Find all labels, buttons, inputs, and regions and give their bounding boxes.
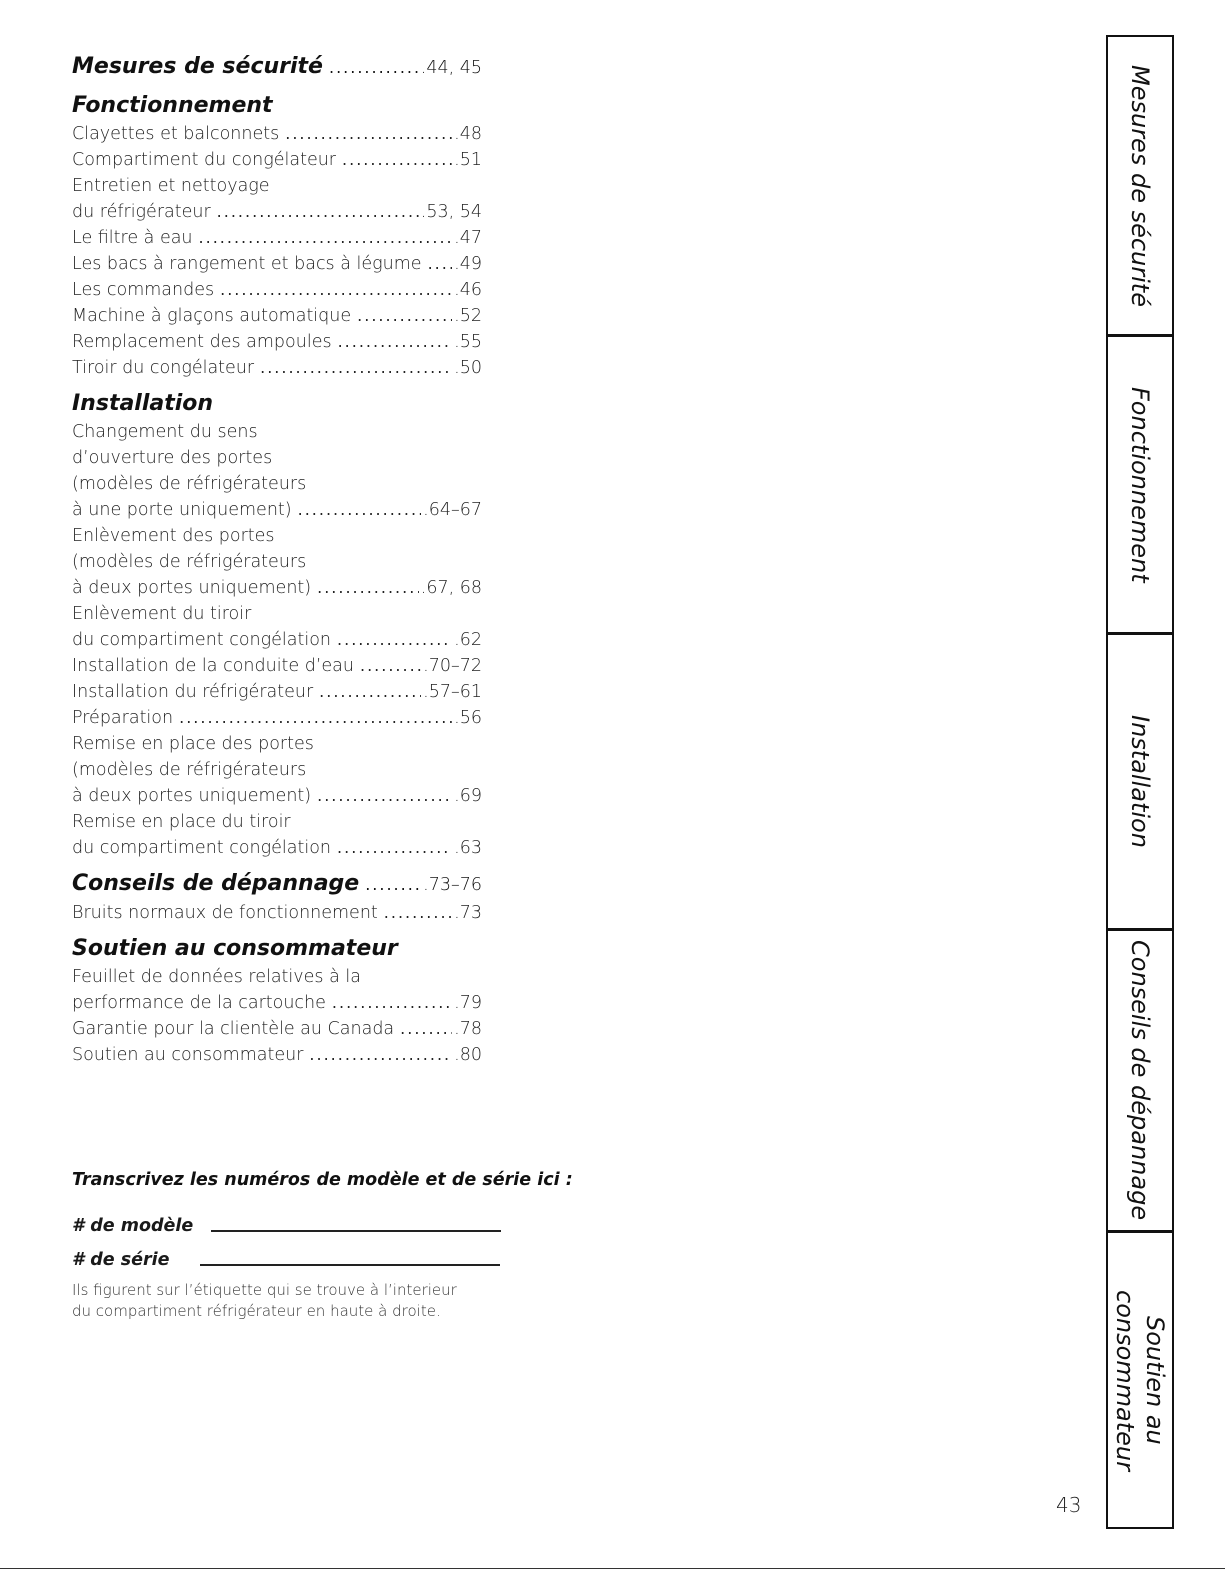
toc-entry-label: Enlèvement des portes bbox=[72, 526, 275, 546]
page-ref: .78 bbox=[454, 1019, 482, 1039]
section-heading[interactable] bbox=[72, 52, 482, 83]
page-ref: .70–72 bbox=[423, 656, 482, 676]
page-ref: .57–61 bbox=[423, 682, 482, 702]
page-ref: .64–67 bbox=[423, 500, 482, 520]
page-ref: .69 bbox=[454, 786, 482, 806]
toc-entry bbox=[72, 757, 482, 783]
dot-leader bbox=[317, 783, 452, 809]
toc-entry[interactable] bbox=[72, 251, 482, 277]
section-tabs bbox=[1106, 35, 1174, 1529]
serial-number-field[interactable] bbox=[72, 1236, 552, 1270]
toc-entry[interactable] bbox=[72, 900, 482, 926]
toc-entry-label: Les commandes bbox=[72, 280, 215, 300]
tab-label: Installation bbox=[1126, 715, 1154, 848]
toc-entry[interactable] bbox=[72, 835, 482, 861]
table-of-contents bbox=[72, 52, 482, 1076]
toc-entry-label: Clayettes et balconnets bbox=[72, 124, 280, 144]
tab-safety[interactable] bbox=[1108, 37, 1172, 337]
tab-label bbox=[1110, 1290, 1170, 1471]
page-ref: .46 bbox=[454, 280, 482, 300]
dot-leader bbox=[342, 147, 452, 173]
page-ref: .49 bbox=[454, 254, 482, 274]
heading-text: Installation bbox=[72, 391, 214, 416]
toc-entry-label: Soutien au consommateur bbox=[72, 1045, 304, 1065]
page-ref: .62 bbox=[454, 630, 482, 650]
toc-entry-label: à deux portes uniquement) bbox=[72, 786, 312, 806]
toc-entry bbox=[72, 601, 482, 627]
toc-entry[interactable] bbox=[72, 653, 482, 679]
toc-entry-label: à une porte uniquement) bbox=[72, 500, 292, 520]
tab-label: Mesures de sécurité bbox=[1126, 64, 1154, 307]
toc-entry-label: Enlèvement du tiroir bbox=[72, 604, 252, 624]
page-ref: .80 bbox=[454, 1045, 482, 1065]
dot-leader bbox=[337, 835, 452, 861]
section-troubleshooting bbox=[72, 869, 482, 926]
toc-entry-label: (modèles de réfrigérateurs bbox=[72, 760, 307, 780]
note-line: Ils figurent sur l’étiquette qui se trouve à l’interieur bbox=[72, 1281, 457, 1299]
tab-troubleshooting[interactable] bbox=[1108, 931, 1172, 1233]
note-line: du compartiment réfrigérateur en haute à droite. bbox=[72, 1302, 441, 1320]
dot-leader bbox=[285, 121, 452, 147]
page-ref: .53, 54 bbox=[420, 202, 482, 222]
toc-entry-label: Compartiment du congélateur bbox=[72, 150, 337, 170]
toc-entry-label: Garantie pour la clientèle au Canada bbox=[72, 1019, 395, 1039]
dot-leader bbox=[319, 679, 421, 705]
section-heading bbox=[72, 91, 482, 121]
page-ref: .73 bbox=[454, 903, 482, 923]
section-operating bbox=[72, 91, 482, 381]
model-number-blank[interactable] bbox=[211, 1230, 501, 1232]
toc-entry[interactable] bbox=[72, 1016, 482, 1042]
tab-installation[interactable] bbox=[1108, 635, 1172, 931]
page-ref: .44, 45 bbox=[420, 58, 482, 78]
heading-text: Conseils de dépannage bbox=[72, 871, 360, 896]
page-number: 43 bbox=[1056, 1493, 1082, 1517]
toc-entry[interactable] bbox=[72, 147, 482, 173]
page-ref: .73–76 bbox=[423, 875, 482, 895]
toc-entry-label: Remplacement des ampoules bbox=[72, 332, 332, 352]
record-prompt: Transcrivez les numéros de modèle et de série ici : bbox=[72, 1170, 573, 1190]
dot-leader bbox=[332, 990, 452, 1016]
toc-entry-label: du compartiment congélation bbox=[72, 838, 332, 858]
dot-leader bbox=[428, 251, 453, 277]
page-ref: .51 bbox=[454, 150, 482, 170]
toc-entry bbox=[72, 964, 482, 990]
dot-leader bbox=[400, 1016, 452, 1042]
page-ref: .67, 68 bbox=[420, 578, 482, 598]
toc-entry-label: Remise en place du tiroir bbox=[72, 812, 291, 832]
toc-entry[interactable] bbox=[72, 355, 482, 381]
dot-leader bbox=[338, 329, 453, 355]
toc-entry-label: Feuillet de données relatives à la bbox=[72, 967, 361, 987]
serial-number-label: # de série bbox=[72, 1250, 170, 1270]
toc-entry-label: du réfrigérateur bbox=[72, 202, 211, 222]
page-ref: .50 bbox=[454, 358, 482, 378]
toc-entry[interactable] bbox=[72, 705, 482, 731]
toc-entry[interactable] bbox=[72, 199, 482, 225]
section-safety bbox=[72, 52, 482, 83]
toc-entry[interactable] bbox=[72, 225, 482, 251]
toc-entry bbox=[72, 549, 482, 575]
section-heading[interactable] bbox=[72, 869, 482, 900]
dot-leader bbox=[365, 870, 421, 900]
tab-label: Fonctionnement bbox=[1126, 386, 1154, 583]
dot-leader bbox=[384, 900, 452, 926]
dot-leader bbox=[357, 303, 452, 329]
toc-entry bbox=[72, 523, 482, 549]
section-installation bbox=[72, 389, 482, 861]
serial-number-blank[interactable] bbox=[200, 1264, 500, 1266]
toc-entry-label: Les bacs à rangement et bacs à légume bbox=[72, 254, 422, 274]
toc-entry-label: d’ouverture des portes bbox=[72, 448, 273, 468]
section-heading bbox=[72, 934, 482, 964]
section-consumer bbox=[72, 934, 482, 1068]
toc-entry-label: Tiroir du congélateur bbox=[72, 358, 255, 378]
toc-entry-label: (modèles de réfrigérateurs bbox=[72, 552, 307, 572]
dot-leader bbox=[179, 705, 452, 731]
toc-entry-label: Entretien et nettoyage bbox=[72, 176, 270, 196]
toc-entry bbox=[72, 173, 482, 199]
toc-entry[interactable] bbox=[72, 329, 482, 355]
tab-consumer[interactable] bbox=[1108, 1233, 1172, 1527]
model-serial-record bbox=[72, 1170, 573, 1322]
toc-entry[interactable] bbox=[72, 679, 482, 705]
toc-entry[interactable] bbox=[72, 575, 482, 601]
toc-entry-label: Machine à glaçons automatique bbox=[72, 306, 352, 326]
tab-operating[interactable] bbox=[1108, 337, 1172, 635]
tab-label: Conseils de dépannage bbox=[1126, 940, 1154, 1221]
toc-entry bbox=[72, 445, 482, 471]
heading-text: Fonctionnement bbox=[72, 93, 273, 118]
toc-entry-label: Préparation bbox=[72, 708, 174, 728]
record-note bbox=[72, 1280, 552, 1322]
toc-entry bbox=[72, 809, 482, 835]
dot-leader bbox=[309, 1042, 452, 1068]
tab-label-line: Soutien au bbox=[1141, 1315, 1169, 1445]
heading-text: Soutien au consommateur bbox=[72, 936, 398, 961]
toc-entry[interactable] bbox=[72, 783, 482, 809]
dot-leader bbox=[298, 497, 422, 523]
heading-text: Mesures de sécurité bbox=[72, 54, 323, 79]
page-ref: .48 bbox=[454, 124, 482, 144]
dot-leader bbox=[217, 199, 419, 225]
toc-entry[interactable] bbox=[72, 990, 482, 1016]
dot-leader bbox=[260, 355, 452, 381]
dot-leader bbox=[317, 575, 419, 601]
toc-entry[interactable] bbox=[72, 277, 482, 303]
page-ref: .63 bbox=[454, 838, 482, 858]
toc-entry-label: Remise en place des portes bbox=[72, 734, 314, 754]
page-ref: .47 bbox=[454, 228, 482, 248]
page-ref: .55 bbox=[454, 332, 482, 352]
toc-entry bbox=[72, 471, 482, 497]
toc-entry-label: Installation de la conduite d’eau bbox=[72, 656, 354, 676]
toc-entry-label: Installation du réfrigérateur bbox=[72, 682, 314, 702]
model-number-label: # de modèle bbox=[72, 1216, 194, 1236]
page-ref: .52 bbox=[454, 306, 482, 326]
toc-entry[interactable] bbox=[72, 303, 482, 329]
toc-entry bbox=[72, 419, 482, 445]
toc-entry[interactable] bbox=[72, 497, 482, 523]
toc-entry[interactable] bbox=[72, 121, 482, 147]
dot-leader bbox=[337, 627, 452, 653]
bottom-rule bbox=[0, 1568, 1225, 1569]
toc-entry bbox=[72, 731, 482, 757]
toc-entry-label: Changement du sens bbox=[72, 422, 258, 442]
page-ref: .56 bbox=[454, 708, 482, 728]
dot-leader bbox=[220, 277, 452, 303]
toc-entry-label: à deux portes uniquement) bbox=[72, 578, 312, 598]
page-ref: .79 bbox=[454, 993, 482, 1013]
toc-entry[interactable] bbox=[72, 627, 482, 653]
model-number-field[interactable] bbox=[72, 1202, 552, 1236]
section-heading bbox=[72, 389, 482, 419]
tab-label-line: consommateur bbox=[1111, 1289, 1139, 1471]
toc-entry-label: du compartiment congélation bbox=[72, 630, 332, 650]
dot-leader bbox=[199, 225, 453, 251]
toc-entry-label: performance de la cartouche bbox=[72, 993, 326, 1013]
toc-entry-label: Bruits normaux de fonctionnement bbox=[72, 903, 378, 923]
toc-entry-label: Le filtre à eau bbox=[72, 228, 193, 248]
dot-leader bbox=[329, 53, 419, 83]
toc-entry-label: (modèles de réfrigérateurs bbox=[72, 474, 307, 494]
toc-entry[interactable] bbox=[72, 1042, 482, 1068]
dot-leader bbox=[360, 653, 421, 679]
